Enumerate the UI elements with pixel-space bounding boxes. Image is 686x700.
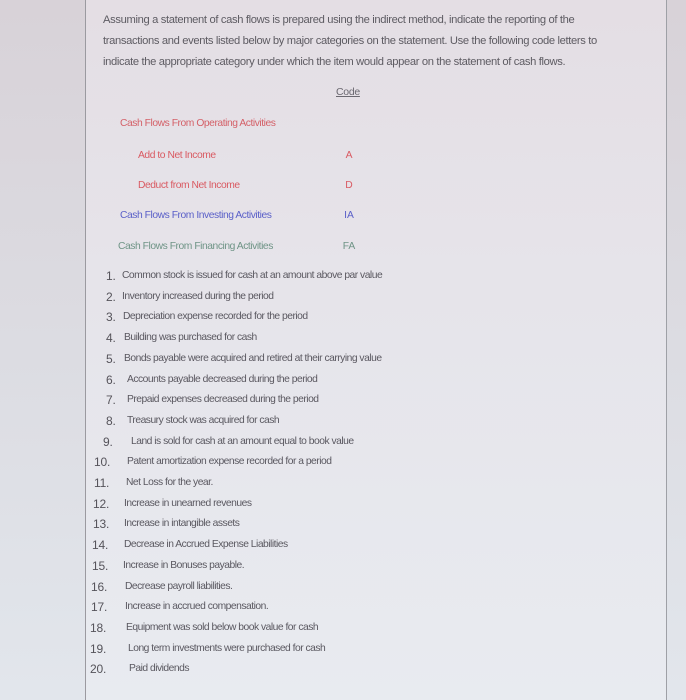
category-operating-activities: Cash Flows From Operating Activities xyxy=(120,118,276,129)
code-a: A xyxy=(345,150,353,161)
category-investing-activities: Cash Flows From Investing Activities xyxy=(120,210,272,221)
category-deduct-from-net-income: Deduct from Net Income xyxy=(138,180,240,191)
category-financing-activities: Cash Flows From Financing Activities xyxy=(118,241,273,252)
document-page: Assuming a statement of cash flows is prepared using the indirect method, indicate the reporting of the transactions and events listed below by major categories on the statement. Use the following code letters to indicate the appropriate category under which the item would appear on the statement of cash flows. Code Cash Flows From Operating Activities Add to Net Income A Deduct from Net Income D Cash Flows From Investing Activities IA Cash Flows From Financing Activities FA 1. Common stock is issued for cash at an amount above par value 2. Inventory increased during the period 3. Depreciation expense recorded for the period 4. Building was purchased for cash 5. Bonds payable were acquired and retired at their carrying value 6. Accounts payable decreased during the period 7. Prepaid expenses decreased during the period 8. Treasury stock was acquired for cash 9. Land is sold for cash at an amount equal to book value 10. Patent amortization expense recorded for a period 11. Net Loss for the year. 12. Increase in unearned revenues 13. Increase in intangible assets 14. Decrease in Accrued Expense Liabilities 15. Increase in Bonuses payable. 16. Decrease payroll liabilities. 17. Increase in accrued compensation. 18. Equipment was sold below book value for cash 19. Long term investments were purchased for cash 20. Paid dividends xyxy=(85,0,667,700)
code-ia: IA xyxy=(344,210,354,221)
instructions-line: transactions and events listed below by major categories on the statement. Use the following code letters to xyxy=(103,35,597,47)
code-column-header: Code xyxy=(336,86,360,98)
code-d: D xyxy=(345,180,353,191)
code-fa: FA xyxy=(342,241,356,252)
instructions-paragraph xyxy=(103,10,663,73)
category-add-to-net-income: Add to Net Income xyxy=(138,150,216,161)
instructions-line: indicate the appropriate category under which the item would appear on the statement of cash flows. xyxy=(103,56,566,68)
instructions-line: Assuming a statement of cash flows is prepared using the indirect method, indicate the reporting of the xyxy=(103,14,575,26)
